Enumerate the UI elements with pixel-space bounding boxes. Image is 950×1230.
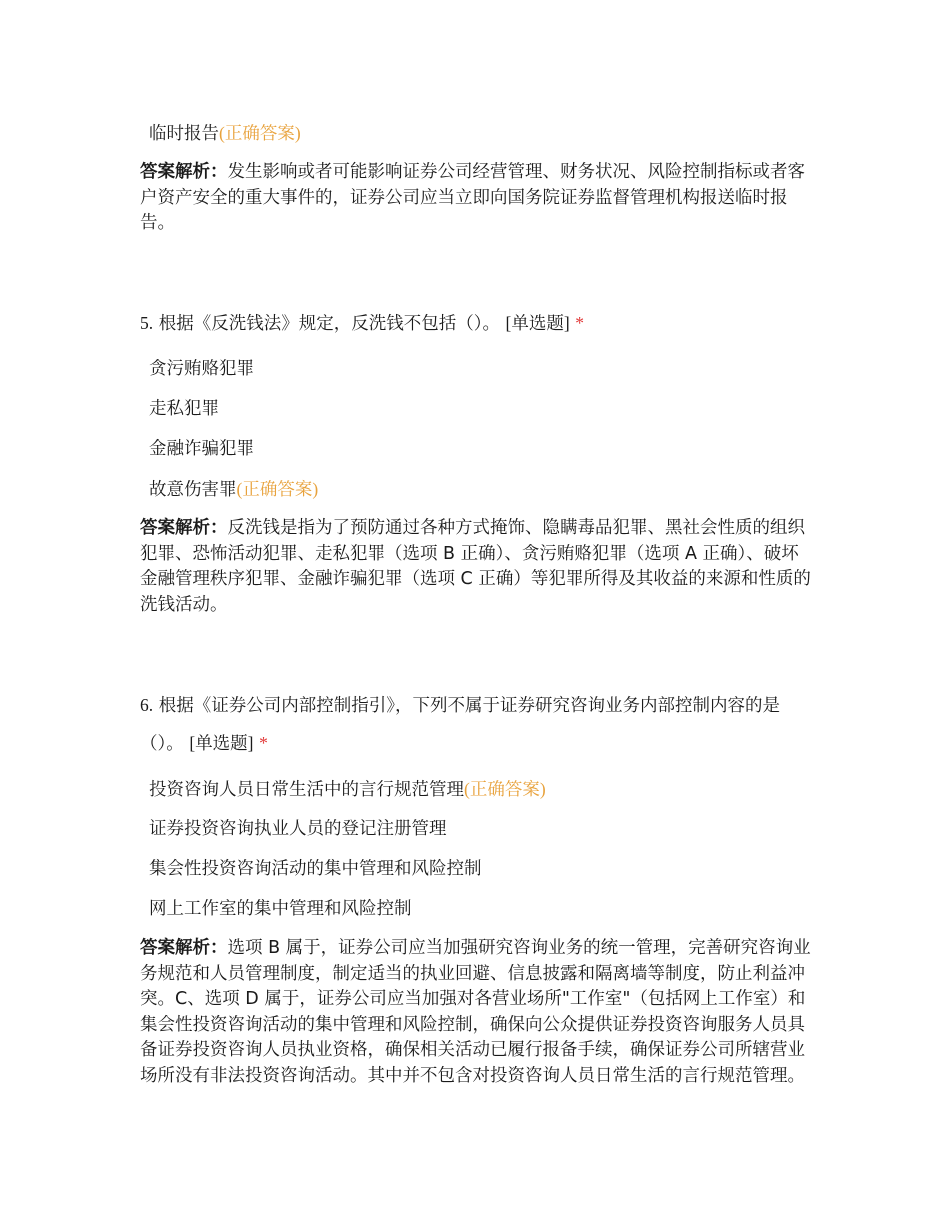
q5-option-b[interactable]: [149, 397, 219, 421]
q6-correct-answer-mark: (正确答案): [464, 779, 546, 799]
q5-option-c[interactable]: [149, 437, 254, 461]
q6-option-d[interactable]: [149, 897, 412, 921]
q4-analysis: [140, 160, 812, 237]
q6-analysis: [140, 936, 812, 1090]
q4-option-d[interactable]: [149, 121, 301, 146]
q5-option-a-text: 贪污贿赂犯罪: [149, 359, 254, 379]
q5-number: 5.: [140, 313, 154, 333]
q5-option-a[interactable]: [149, 357, 254, 381]
q5-option-d[interactable]: [149, 477, 318, 502]
q5-question: [140, 305, 812, 343]
q6-type: [单选题]: [189, 733, 254, 753]
q4-analysis-label: 答案解析：: [140, 162, 228, 182]
q6-text: 根据《证券公司内部控制指引》，下列不属于证券研究咨询业务内部控制内容的是（）。: [140, 696, 780, 754]
q5-option-d-text: 故意伤害罪: [149, 480, 237, 500]
q6-question: [140, 687, 812, 763]
q5-text: 根据《反洗钱法》规定，反洗钱不包括（）。: [158, 314, 500, 334]
q5-analysis: [140, 516, 812, 618]
q6-option-c[interactable]: [149, 857, 482, 881]
q6-option-a[interactable]: [149, 777, 546, 802]
q5-option-c-text: 金融诈骗犯罪: [149, 439, 254, 459]
q6-option-c-text: 集会性投资咨询活动的集中管理和风险控制: [149, 859, 482, 879]
q6-option-a-text: 投资咨询人员日常生活中的言行规范管理: [149, 780, 464, 800]
q6-analysis-text: 选项 B 属于，证券公司应当加强研究咨询业务的统一管理，完善研究咨询业务规范和人员管理制度，制定适当的执业回避、信息披露和隔离墙等制度，防止利益冲突。C、选项 D 属于，证券公司应当加强对各营业场所"工作室"（包括网上工作室）和集会性投资咨询活动的集中管理和风险控制，确保向公众提供证券投资咨询服务人员具备证券投资咨询人员执业资格，确保相关活动已履行报备手续，确保证券公司所辖营业场所没有非法投资咨询活动。其中并不包含对投资咨询人员日常生活的言行规范管理。: [140, 938, 811, 1086]
q4-correct-answer-mark: (正确答案): [219, 123, 301, 143]
q4-analysis-text: 发生影响或者可能影响证券公司经营管理、财务状况、风险控制指标或者客户资产安全的重大事件的，证券公司应当立即向国务院证券监督管理机构报送临时报告。: [140, 162, 805, 234]
q6-option-d-text: 网上工作室的集中管理和风险控制: [149, 899, 412, 919]
q6-analysis-label: 答案解析：: [140, 938, 228, 958]
q5-type: [单选题]: [505, 313, 570, 333]
q5-analysis-label: 答案解析：: [140, 518, 228, 538]
q6-required-mark: *: [259, 733, 268, 753]
q5-correct-answer-mark: (正确答案): [236, 479, 319, 499]
q6-option-b[interactable]: [149, 817, 447, 841]
q5-option-b-text: 走私犯罪: [149, 399, 219, 419]
q4-option-d-text: 临时报告: [149, 124, 219, 144]
q5-analysis-text: 反洗钱是指为了预防通过各种方式掩饰、隐瞒毒品犯罪、黑社会性质的组织犯罪、恐怖活动犯罪、走私犯罪（选项 B 正确）、贪污贿赂犯罪（选项 A 正确）、破坏金融管理秩序犯罪、金融诈骗犯罪（选项 C 正确）等犯罪所得及其收益的来源和性质的洗钱活动。: [140, 518, 811, 615]
q5-required-mark: *: [575, 313, 585, 333]
q6-number: 6.: [140, 695, 154, 715]
q6-option-b-text: 证券投资咨询执业人员的登记注册管理: [149, 819, 447, 839]
